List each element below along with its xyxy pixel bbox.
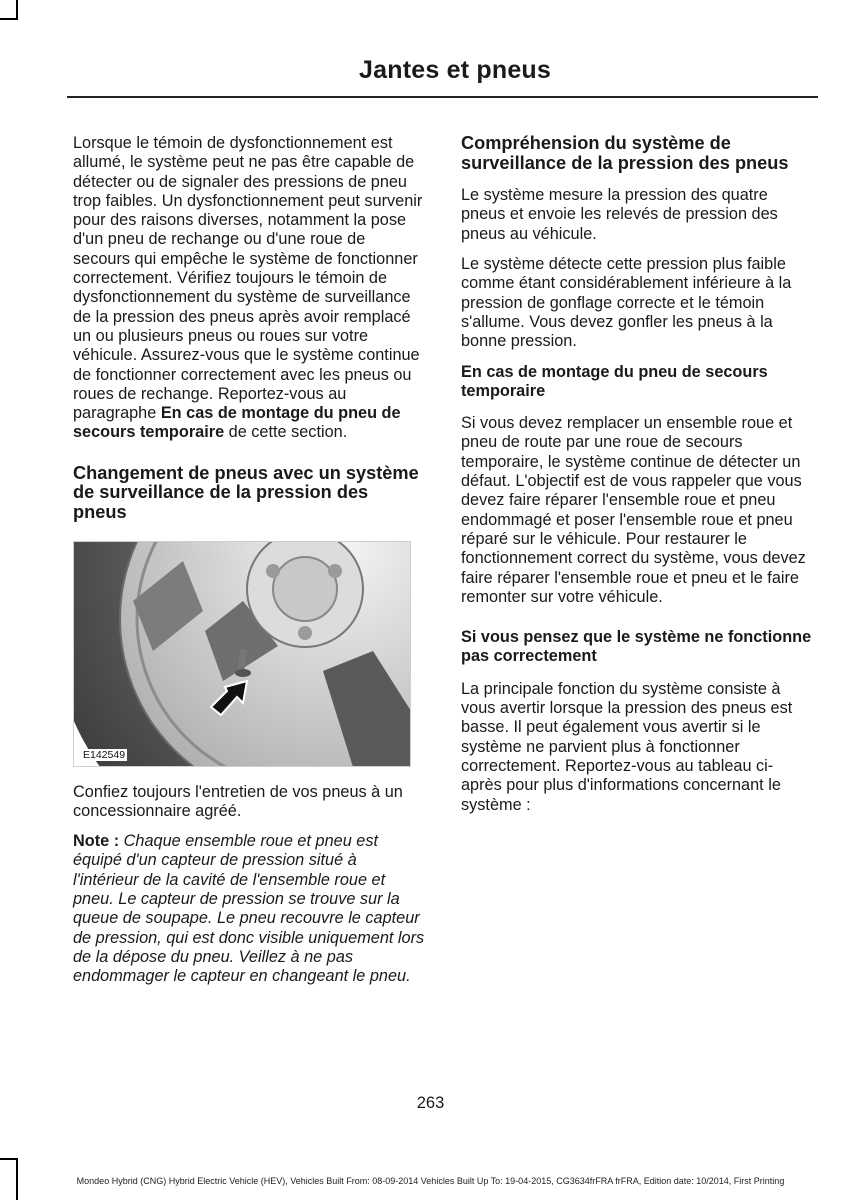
- note-paragraph: [73, 832, 425, 986]
- intro-text: Lorsque le témoin de dysfonctionnement est allumé, le système peut ne pas être capable de détecter ou de signaler des pressions de pneu trop faibles. Un dysfonctionnement peut survenir pour des raisons diverses, notamment la pose d'un pneu de rechange ou d'une roue de secours qui empêche le système de fonctionner correctement. Vérifiez toujours le témoin de dysfonctionnement du système de surveillance de la pression des pneus après avoir remplacé un ou plusieurs pneus ou roues sur votre véhicule. Assurez-vous que le système continue de fonctionner correctement avec les pneus ou roues de rechange. Reportez-vous au paragraphe: [73, 134, 423, 423]
- paragraph-measure: Le système mesure la pression des quatre pneus et envoie les relevés de pression des pneus au véhicule.: [461, 186, 778, 243]
- page-number: 263: [416, 1094, 445, 1112]
- paragraph-spare: Si vous devez remplacer un ensemble roue et pneu de route par une roue de secours temporaire, le système continue de détecter un défaut. L'objectif est de vous rappeler que vous devez faire réparer l'ensemble roue et pneu endommagé et poser l'ensemble roue et pneu réparé sur le véhicule. Pour restaurer le fonctionnement correct du système, vous devez faire réparer l'ensemble roue et pneu et le faire remonter sur votre véhicule.: [461, 414, 806, 606]
- section-heading-understanding: Compréhension du système de surveillance de la pression des pneus: [461, 133, 789, 173]
- note-label: Note :: [73, 832, 120, 851]
- wheel-valve-illustration: [73, 541, 411, 767]
- footer-text: Mondeo Hybrid (CNG) Hybrid Electric Vehicle (HEV), Vehicles Built From: 08-09-2014 Vehicles Built Up To: 19-04-2015, CG3634frFRA frFRA, Edition date: 10/2014, First Printing: [76, 1176, 785, 1186]
- header-divider: [67, 96, 818, 98]
- note-text: Chaque ensemble roue et pneu est équipé d'un capteur de pression situé à l'intérieur de la cavité de l'ensemble roue et pneu. Le capteur de pression se trouve sur la queue de soupape. Le pneu recouvre le capteur de pression, qui est donc visible uniquement lors de la dépose du pneu. Veillez à ne pas endommager le capteur en changeant le pneu.: [73, 832, 425, 986]
- section-heading-tire-change: Changement de pneus avec un système de surveillance de la pression des pneus: [73, 462, 419, 522]
- crop-mark: [0, 1158, 18, 1160]
- subheading-spare: En cas de montage du pneu de secours temporaire: [461, 362, 768, 400]
- intro-reference: En cas de montage du pneu de secours temporaire: [73, 404, 401, 442]
- left-column: [73, 134, 425, 998]
- wheel-figure: [73, 541, 411, 767]
- figure-id: E142549: [83, 748, 126, 761]
- crop-mark: [16, 0, 18, 20]
- page-title: Jantes et pneus: [359, 56, 551, 84]
- subheading-malfunction: Si vous pensez que le système ne fonctionne pas correctement: [461, 628, 812, 666]
- paragraph-detect: Le système détecte cette pression plus faible comme étant considérablement inférieure à la pression de gonflage correcte et le témoin s'allume. Vous devez gonfler les pneus à la bonne pression.: [461, 255, 792, 351]
- service-paragraph: Confiez toujours l'entretien de vos pneus à un concessionnaire agréé.: [73, 782, 403, 820]
- intro-end: de cette section.: [224, 423, 348, 442]
- paragraph-function: La principale fonction du système consiste à vous avertir lorsque la pression des pneus est basse. Il peut également vous avertir si le système ne parvient plus à fonctionner correctement. Reportez-vous au tableau ci-après pour plus d'informations concernant le système :: [461, 679, 793, 814]
- crop-mark: [0, 18, 18, 20]
- intro-paragraph: [73, 134, 425, 443]
- right-column: [461, 134, 813, 826]
